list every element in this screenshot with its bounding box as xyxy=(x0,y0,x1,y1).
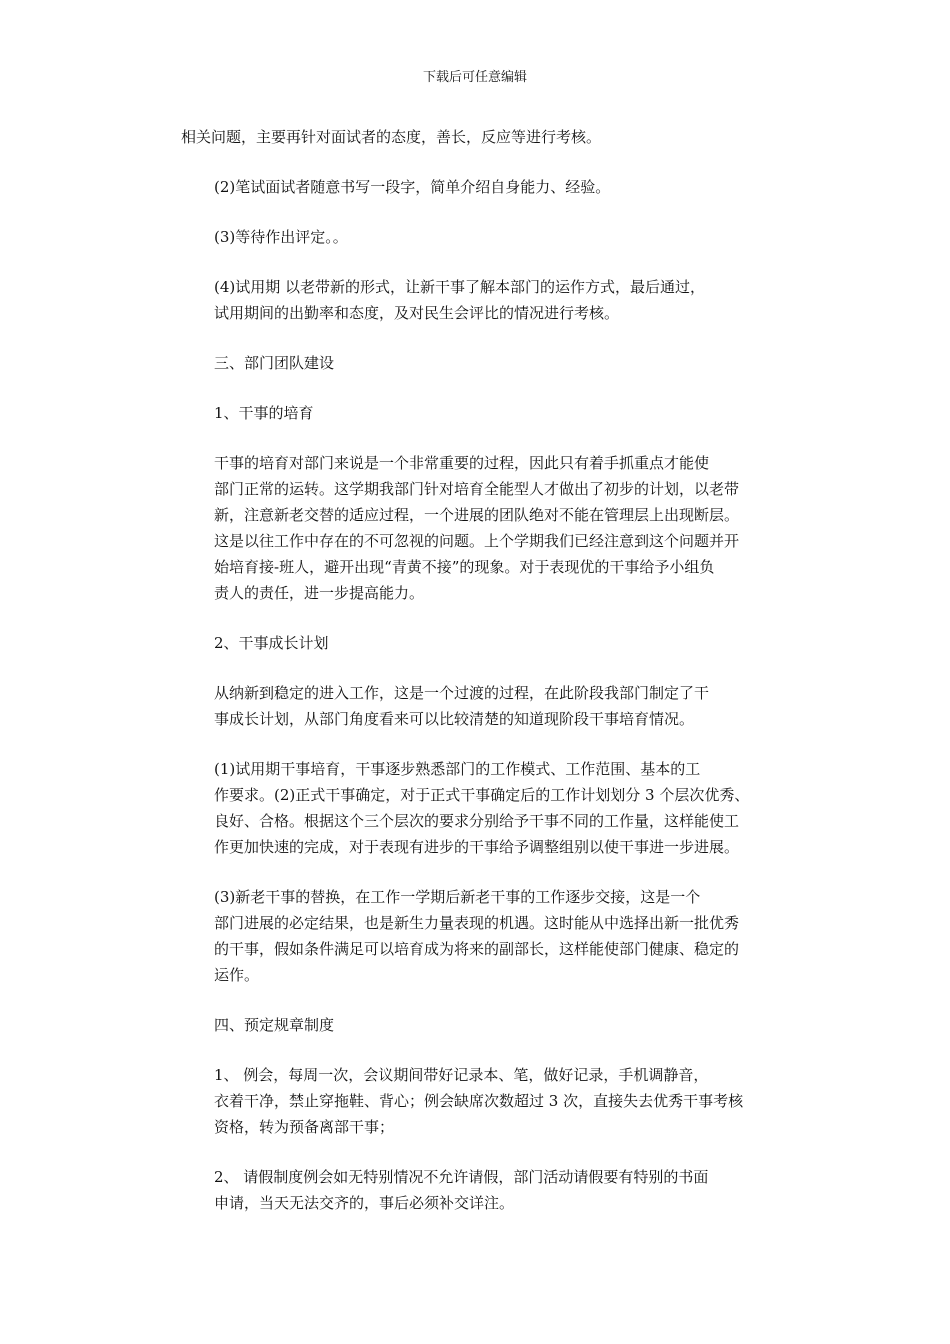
section-heading-team-building xyxy=(181,350,771,376)
paragraph-growth-plan xyxy=(181,680,771,732)
subsection-heading-cultivation xyxy=(181,400,771,426)
text-line: 1、 例会，每周一次，会议期间带好记录本、笔，做好记录，手机调静音， xyxy=(214,1066,709,1084)
paragraph-interview-topics xyxy=(181,124,771,150)
text-line: (1)试用期干事培育，干事逐步熟悉部门的工作模式、工作范围、基本的工 xyxy=(214,760,701,778)
text-line: 这是以往工作中存在的不可忽视的问题。上个学期我们已经注意到这个问题并开 xyxy=(214,532,740,550)
paragraph-probation xyxy=(181,274,771,326)
text-line: 作更加快速的完成，对于表现有进步的干事给予调整组别以使干事进一步进展。 xyxy=(214,838,740,856)
text-line: 干事的培育对部门来说是一个非常重要的过程，因此只有着手抓重点才能使 xyxy=(214,454,710,472)
text-line: 2、干事成长计划 xyxy=(214,634,329,652)
text-line: 运作。 xyxy=(214,966,260,984)
paragraph-rule-meetings xyxy=(181,1062,771,1140)
paragraph-probation-training xyxy=(181,756,771,860)
paragraph-cultivation xyxy=(181,450,771,606)
text-line: (3)等待作出评定。。 xyxy=(214,228,348,246)
text-line: (2)笔试面试者随意书写一段字，简单介绍自身能力、经验。 xyxy=(214,178,611,196)
paragraph-written-test xyxy=(181,174,771,200)
text-line: 四、预定规章制度 xyxy=(214,1016,335,1034)
paragraph-rule-leave xyxy=(181,1164,771,1216)
text-line: 资格，转为预备离部干事； xyxy=(214,1118,395,1136)
text-line: 相关问题，主要再针对面试者的态度，善长，反应等进行考核。 xyxy=(181,128,602,146)
text-line: 从纳新到稳定的进入工作，这是一个过渡的过程，在此阶段我部门制定了干 xyxy=(214,684,710,702)
paragraph-await-evaluation xyxy=(181,224,771,250)
text-line: 三、部门团队建设 xyxy=(214,354,335,372)
paragraph-replacement xyxy=(181,884,771,988)
text-line: 部门正常的运转。这学期我部门针对培育全能型人才做出了初步的计划，以老带 xyxy=(214,480,740,498)
text-line: 始培育接-班人，避开出现“青黄不接”的现象。对于表现优的干事给予小组负 xyxy=(214,558,715,576)
text-line: 申请，当天无法交齐的，事后必须补交详注。 xyxy=(214,1194,515,1212)
document-body xyxy=(181,124,771,1240)
subsection-heading-growth-plan xyxy=(181,630,771,656)
text-line: (4)试用期 以老带新的形式，让新干事了解本部门的运作方式，最后通过， xyxy=(214,278,706,296)
text-line: 良好、合格。根据这个三个层次的要求分别给予干事不同的工作量，这样能使工 xyxy=(214,812,740,830)
text-line: 责人的责任，进一步提高能力。 xyxy=(214,584,425,602)
text-line: 的干事，假如条件满足可以培育成为将来的副部长，这样能使部门健康、稳定的 xyxy=(214,940,740,958)
text-line: 作要求。(2)正式干事确定，对于正式干事确定后的工作计划划分 3 个层次优秀、 xyxy=(214,786,750,804)
text-line: 部门进展的必定结果，也是新生力量表现的机遇。这时能从中选择出新一批优秀 xyxy=(214,914,740,932)
text-line: 1、干事的培育 xyxy=(214,404,314,422)
text-line: (3)新老干事的替换，在工作一学期后新老干事的工作逐步交接，这是一个 xyxy=(214,888,701,906)
text-line: 2、 请假制度例会如无特别情况不允许请假，部门活动请假要有特别的书面 xyxy=(214,1168,709,1186)
section-heading-rules xyxy=(181,1012,771,1038)
text-line: 新，注意新老交替的适应过程，一个进展的团队绝对不能在管理层上出现断层。 xyxy=(214,506,740,524)
text-line: 衣着干净，禁止穿拖鞋、背心；例会缺席次数超过 3 次，直接失去优秀干事考核 xyxy=(214,1092,744,1110)
page-header: 下载后可任意编辑 xyxy=(422,70,527,85)
text-line: 试用期间的出勤率和态度，及对民生会评比的情况进行考核。 xyxy=(214,304,620,322)
text-line: 事成长计划，从部门角度看来可以比较清楚的知道现阶段干事培育情况。 xyxy=(214,710,695,728)
